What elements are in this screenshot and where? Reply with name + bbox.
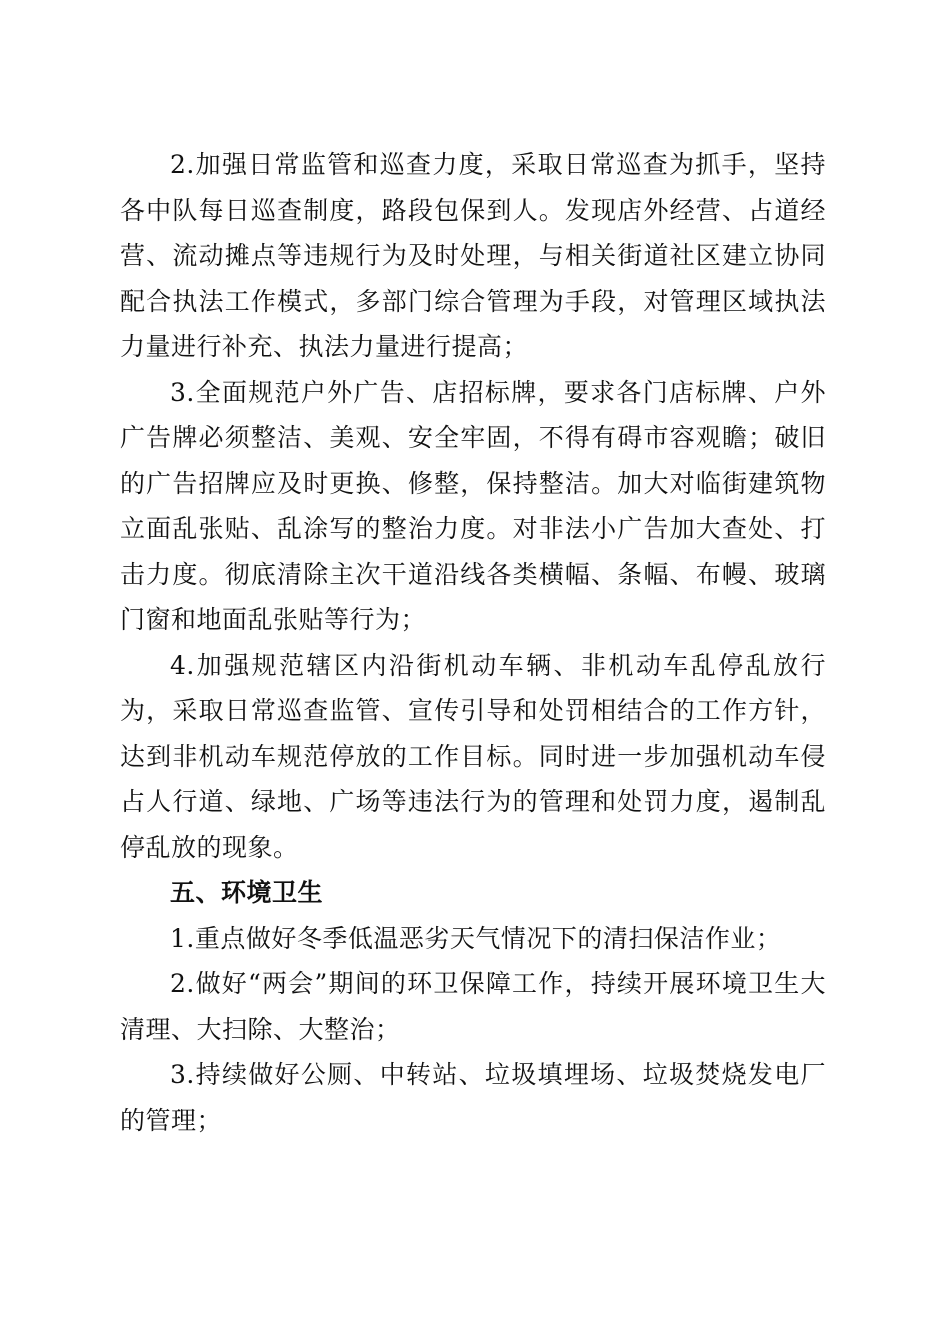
paragraph-item-3: 3.全面规范户外广告、店招标牌，要求各门店标牌、户外广告牌必须整洁、美观、安全牢固，不得有碍市容观瞻；破旧的广告招牌应及时更换、修整，保持整洁。加大对临街建筑物立面乱张贴、乱涂写的整治力度。对非法小广告加大查处、打击力度。彻底清除主次干道沿线各类横幅、条幅、布幔、玻璃门窗和地面乱张贴等行为； xyxy=(120,377,826,634)
paragraph-item-2: 2.加强日常监管和巡查力度，采取日常巡查为抓手，坚持各中队每日巡查制度，路段包保到人。发现店外经营、占道经营、流动摊点等违规行为及时处理，与相关街道社区建立协同配合执法工作模式，多部门综合管理为手段，对管理区域执法力量进行补充、执法力量进行提高； xyxy=(120,150,826,361)
section-heading-environment: 五、环境卫生 xyxy=(170,878,324,907)
paragraph-env-3: 3.持续做好公厕、中转站、垃圾填埋场、垃圾焚烧发电厂的管理； xyxy=(120,1060,826,1135)
paragraph-env-1: 1.重点做好冬季低温恶劣天气情况下的清扫保洁作业； xyxy=(170,923,782,953)
paragraph-env-2: 2.做好“两会”期间的环卫保障工作，持续开展环境卫生大清理、大扫除、大整治； xyxy=(120,969,826,1044)
paragraph-item-4: 4.加强规范辖区内沿街机动车辆、非机动车乱停乱放行为，采取日常巡查监管、宣传引导和处罚相结合的工作方针，达到非机动车规范停放的工作目标。同时进一步加强机动车侵占人行道、绿地、广场等违法行为的管理和处罚力度，遏制乱停乱放的现象。 xyxy=(120,650,826,862)
document-body xyxy=(120,142,826,1143)
